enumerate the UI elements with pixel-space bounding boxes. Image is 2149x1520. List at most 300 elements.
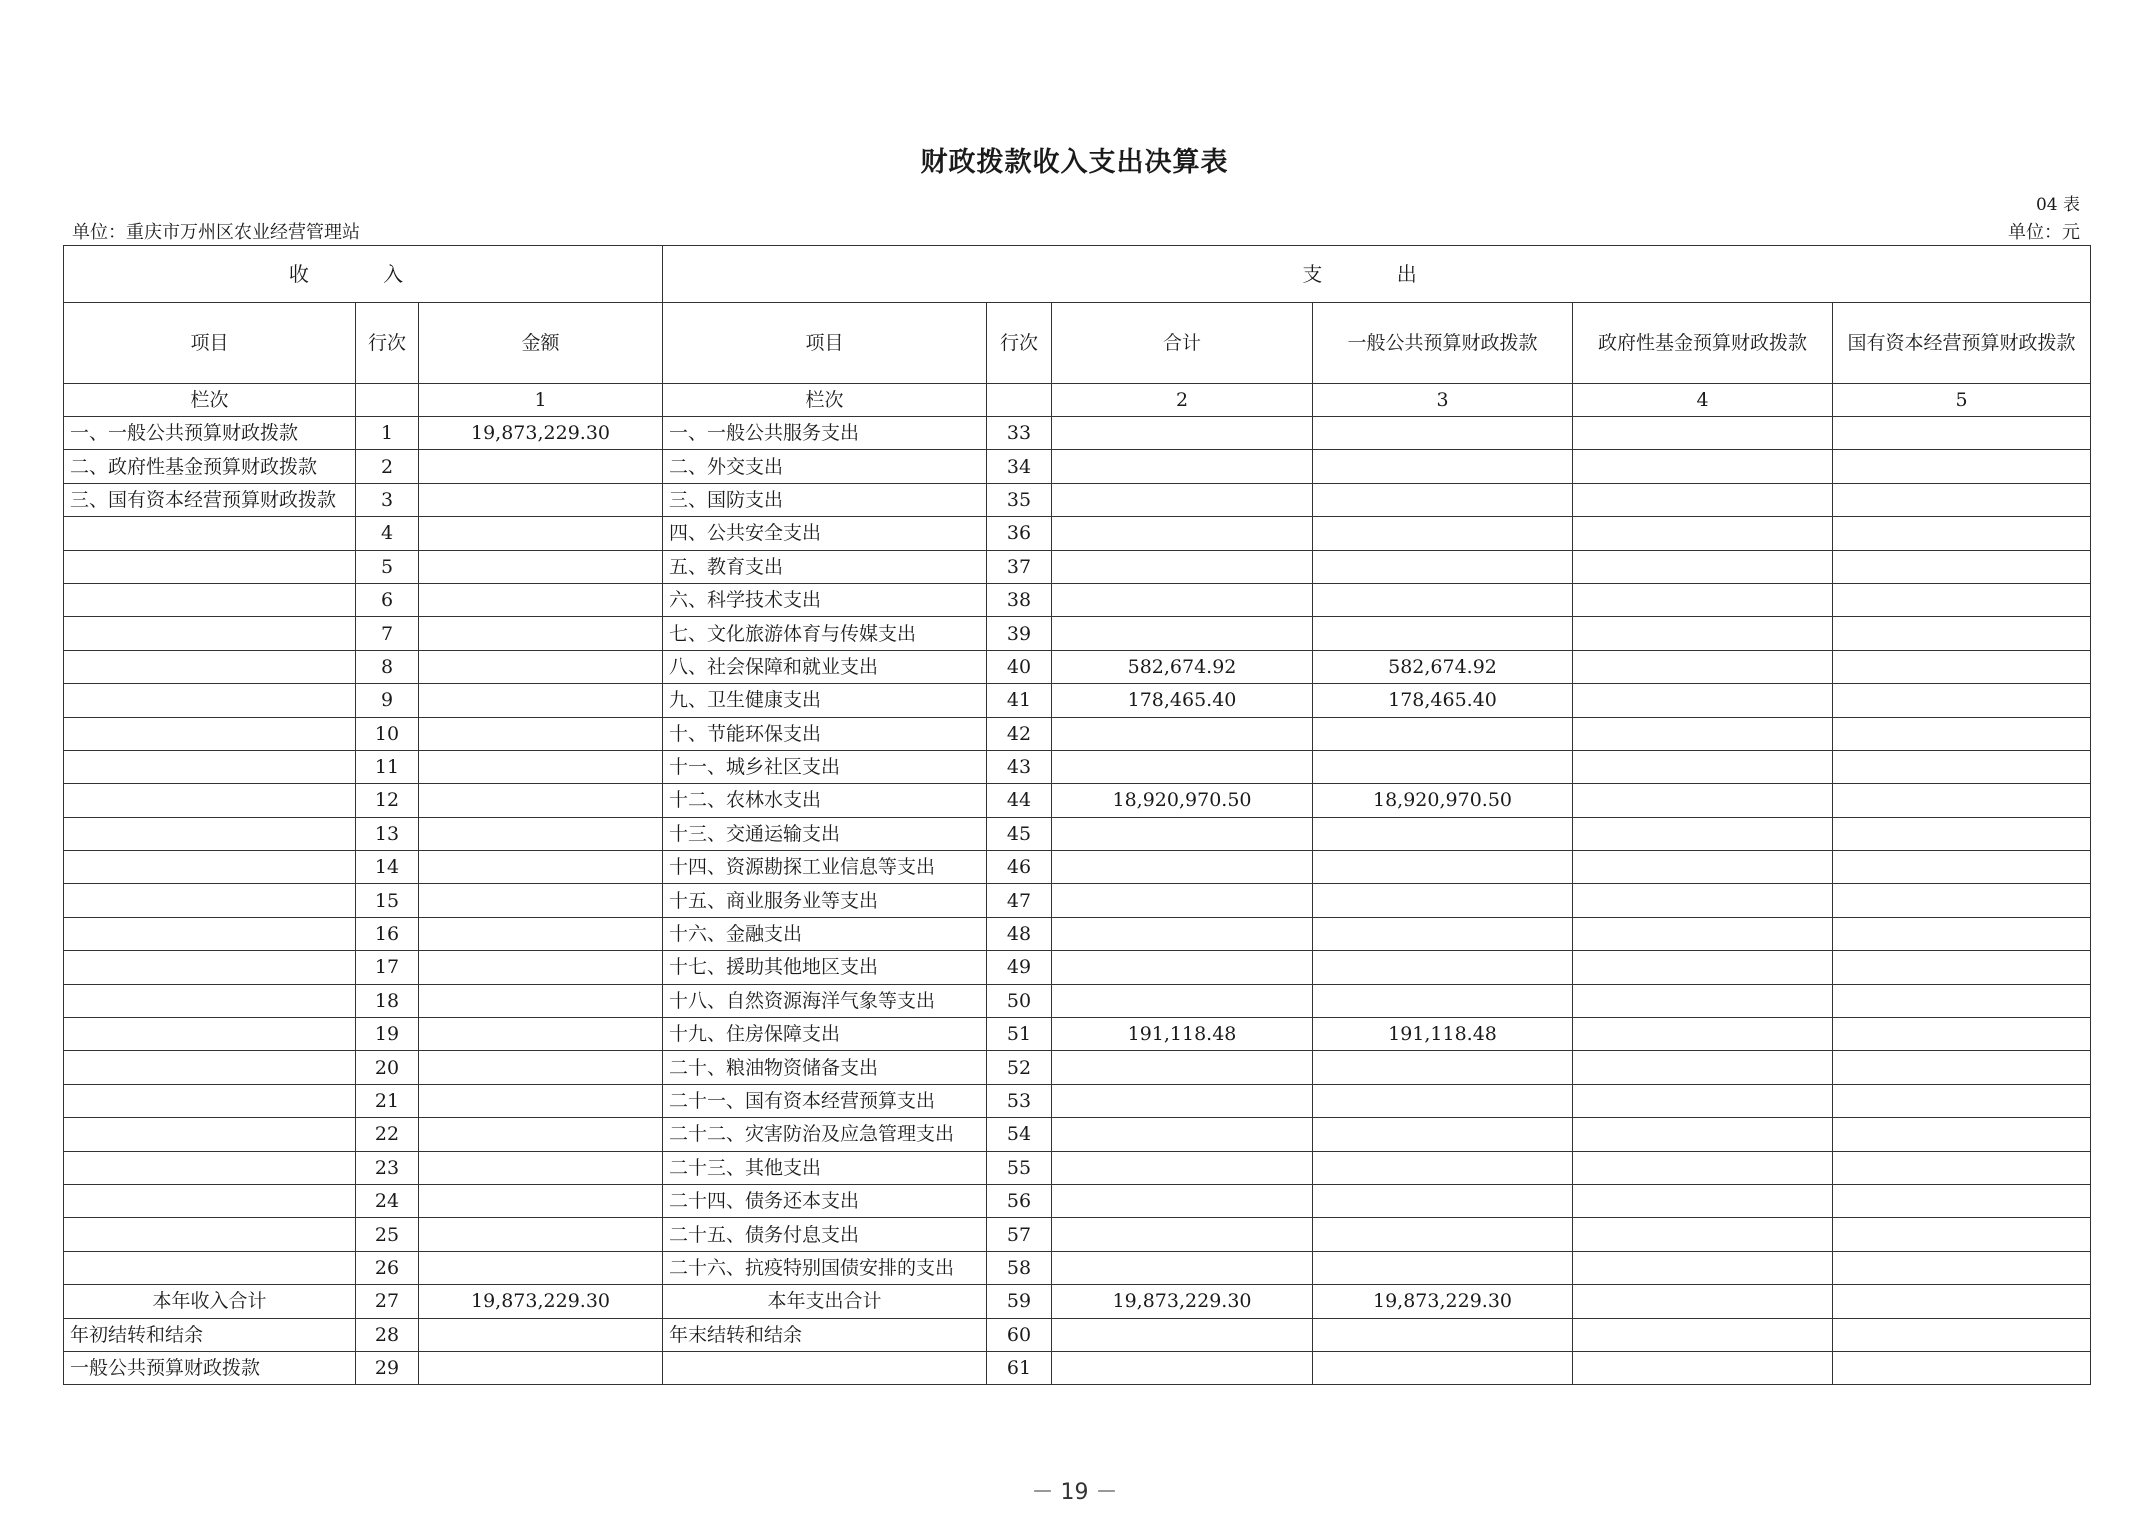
general-budget-cell	[1313, 1318, 1573, 1351]
total-cell: 582,674.92	[1052, 650, 1313, 683]
expense-item-cell: 十四、资源勘探工业信息等支出	[663, 851, 987, 884]
income-line-cell: 16	[356, 917, 419, 950]
expense-line-cell: 54	[987, 1118, 1052, 1151]
income-amount-cell	[419, 1151, 663, 1184]
column-number-3: 3	[1313, 384, 1573, 417]
income-line-cell: 17	[356, 951, 419, 984]
income-item-cell: 一般公共预算财政拨款	[64, 1351, 356, 1384]
table-row	[64, 450, 2091, 483]
income-amount-cell	[419, 1018, 663, 1051]
income-line-cell: 8	[356, 650, 419, 683]
total-cell	[1052, 417, 1313, 450]
column-label-expense: 栏次	[663, 384, 987, 417]
general-budget-cell: 178,465.40	[1313, 684, 1573, 717]
general-budget-cell: 18,920,970.50	[1313, 784, 1573, 817]
income-line-cell: 27	[356, 1285, 419, 1318]
income-amount-cell	[419, 1251, 663, 1284]
income-line-cell: 11	[356, 750, 419, 783]
state-capital-cell	[1833, 550, 2091, 583]
table-row	[64, 1351, 2091, 1384]
expense-line-cell: 44	[987, 784, 1052, 817]
column-number-4: 4	[1573, 384, 1833, 417]
state-capital-cell	[1833, 784, 2091, 817]
expense-line-cell: 58	[987, 1251, 1052, 1284]
expense-line-cell: 51	[987, 1018, 1052, 1051]
column-blank-expense	[987, 384, 1052, 417]
income-amount-cell	[419, 650, 663, 683]
income-amount-cell	[419, 450, 663, 483]
income-item-cell	[64, 1018, 356, 1051]
column-number-5: 5	[1833, 384, 2091, 417]
expense-line-cell: 59	[987, 1285, 1052, 1318]
expense-item-cell: 二十、粮油物资储备支出	[663, 1051, 987, 1084]
general-budget-cell	[1313, 1218, 1573, 1251]
expense-item-cell: 十九、住房保障支出	[663, 1018, 987, 1051]
expense-item-cell: 二十二、灾害防治及应急管理支出	[663, 1118, 987, 1151]
government-fund-cell	[1573, 1118, 1833, 1151]
general-budget-cell	[1313, 1351, 1573, 1384]
total-cell	[1052, 617, 1313, 650]
state-capital-cell	[1833, 1051, 2091, 1084]
table-row	[64, 1051, 2091, 1084]
total-cell: 178,465.40	[1052, 684, 1313, 717]
government-fund-cell	[1573, 817, 1833, 850]
general-budget-cell: 19,873,229.30	[1313, 1285, 1573, 1318]
government-fund-cell	[1573, 684, 1833, 717]
table-row	[64, 817, 2091, 850]
expense-item-cell: 十、节能环保支出	[663, 717, 987, 750]
government-fund-cell	[1573, 483, 1833, 516]
income-amount-cell	[419, 917, 663, 950]
expense-line-cell: 42	[987, 717, 1052, 750]
expense-item-cell: 二十六、抗疫特别国债安排的支出	[663, 1251, 987, 1284]
income-amount-cell	[419, 617, 663, 650]
income-line-cell: 19	[356, 1018, 419, 1051]
income-item-cell	[64, 684, 356, 717]
income-amount-cell	[419, 717, 663, 750]
state-capital-cell	[1833, 951, 2091, 984]
general-budget-cell	[1313, 517, 1573, 550]
income-item-cell	[64, 517, 356, 550]
income-line-cell: 7	[356, 617, 419, 650]
government-fund-cell	[1573, 717, 1833, 750]
table-row	[64, 984, 2091, 1017]
income-amount-cell	[419, 1084, 663, 1117]
government-fund-cell	[1573, 417, 1833, 450]
state-capital-cell	[1833, 1084, 2091, 1117]
general-budget-cell: 191,118.48	[1313, 1018, 1573, 1051]
table-row	[64, 717, 2091, 750]
income-line-cell: 23	[356, 1151, 419, 1184]
total-cell	[1052, 450, 1313, 483]
income-item-cell	[64, 650, 356, 683]
expense-line-cell: 41	[987, 684, 1052, 717]
table-row	[64, 1318, 2091, 1351]
income-line-cell: 14	[356, 851, 419, 884]
total-cell	[1052, 951, 1313, 984]
income-item-cell	[64, 984, 356, 1017]
expense-line-cell: 38	[987, 583, 1052, 616]
income-item-cell	[64, 1218, 356, 1251]
state-capital-cell	[1833, 917, 2091, 950]
expense-line-cell: 57	[987, 1218, 1052, 1251]
general-budget-cell	[1313, 717, 1573, 750]
state-capital-cell	[1833, 1151, 2091, 1184]
government-fund-cell	[1573, 517, 1833, 550]
government-fund-cell	[1573, 550, 1833, 583]
income-item-cell	[64, 583, 356, 616]
government-fund-cell	[1573, 1251, 1833, 1284]
table-row	[64, 583, 2091, 616]
government-fund-cell	[1573, 1285, 1833, 1318]
expense-line-cell: 52	[987, 1051, 1052, 1084]
government-fund-cell	[1573, 1084, 1833, 1117]
income-item-cell: 一、一般公共预算财政拨款	[64, 417, 356, 450]
state-capital-cell	[1833, 1018, 2091, 1051]
general-budget-cell	[1313, 817, 1573, 850]
general-budget-cell	[1313, 984, 1573, 1017]
expense-item-cell: 十二、农林水支出	[663, 784, 987, 817]
expense-item-cell: 八、社会保障和就业支出	[663, 650, 987, 683]
table-row	[64, 750, 2091, 783]
total-cell	[1052, 1118, 1313, 1151]
income-item-cell	[64, 750, 356, 783]
expense-item-cell: 二、外交支出	[663, 450, 987, 483]
header-state-capital: 国有资本经营预算财政拨款	[1833, 303, 2091, 384]
table-row	[64, 884, 2091, 917]
income-item-cell	[64, 550, 356, 583]
state-capital-cell	[1833, 617, 2091, 650]
state-capital-cell	[1833, 650, 2091, 683]
income-line-cell: 22	[356, 1118, 419, 1151]
expense-item-cell: 二十五、债务付息支出	[663, 1218, 987, 1251]
table-row	[64, 684, 2091, 717]
general-budget-cell	[1313, 851, 1573, 884]
expense-line-cell: 39	[987, 617, 1052, 650]
expense-line-cell: 56	[987, 1184, 1052, 1217]
income-amount-cell	[419, 684, 663, 717]
state-capital-cell	[1833, 583, 2091, 616]
header-government-fund: 政府性基金预算财政拨款	[1573, 303, 1833, 384]
total-cell	[1052, 583, 1313, 616]
income-amount-cell	[419, 784, 663, 817]
expense-item-cell: 五、教育支出	[663, 550, 987, 583]
column-label: 栏次	[64, 384, 356, 417]
expense-item-cell: 十五、商业服务业等支出	[663, 884, 987, 917]
government-fund-cell	[1573, 1351, 1833, 1384]
expense-line-cell: 50	[987, 984, 1052, 1017]
table-row	[64, 483, 2091, 516]
header-general-budget: 一般公共预算财政拨款	[1313, 303, 1573, 384]
total-cell	[1052, 717, 1313, 750]
header-expense-line: 行次	[987, 303, 1052, 384]
income-item-cell: 本年收入合计	[64, 1285, 356, 1318]
expense-item-cell: 三、国防支出	[663, 483, 987, 516]
income-amount-cell	[419, 1118, 663, 1151]
income-line-cell: 18	[356, 984, 419, 1017]
table-row	[64, 1251, 2091, 1284]
state-capital-cell	[1833, 750, 2091, 783]
income-amount-cell	[419, 1051, 663, 1084]
government-fund-cell	[1573, 1318, 1833, 1351]
form-number: 04 表	[2035, 195, 2080, 215]
state-capital-cell	[1833, 1251, 2091, 1284]
income-item-cell	[64, 884, 356, 917]
page-number: － 19 －	[1031, 1480, 1118, 1505]
header-income-amount: 金额	[419, 303, 663, 384]
general-budget-cell	[1313, 417, 1573, 450]
income-line-cell: 20	[356, 1051, 419, 1084]
expense-item-cell: 六、科学技术支出	[663, 583, 987, 616]
total-cell	[1052, 1218, 1313, 1251]
expense-line-cell: 49	[987, 951, 1052, 984]
income-amount-cell	[419, 483, 663, 516]
state-capital-cell	[1833, 450, 2091, 483]
income-line-cell: 21	[356, 1084, 419, 1117]
table-row	[64, 1218, 2091, 1251]
table-row	[64, 1285, 2091, 1318]
income-item-cell	[64, 1051, 356, 1084]
general-budget-cell	[1313, 750, 1573, 783]
income-line-cell: 9	[356, 684, 419, 717]
general-budget-cell	[1313, 1118, 1573, 1151]
general-budget-cell	[1313, 917, 1573, 950]
income-item-cell	[64, 717, 356, 750]
income-amount-cell	[419, 1351, 663, 1384]
income-section-header: 收 入	[64, 246, 663, 303]
state-capital-cell	[1833, 884, 2091, 917]
state-capital-cell	[1833, 1351, 2091, 1384]
income-line-cell: 2	[356, 450, 419, 483]
income-item-cell: 三、国有资本经营预算财政拨款	[64, 483, 356, 516]
income-item-cell	[64, 817, 356, 850]
income-item-cell	[64, 1084, 356, 1117]
total-cell	[1052, 851, 1313, 884]
expense-item-cell: 十七、援助其他地区支出	[663, 951, 987, 984]
income-item-cell	[64, 851, 356, 884]
section-header-row	[64, 246, 2091, 303]
expense-item-cell: 十八、自然资源海洋气象等支出	[663, 984, 987, 1017]
expense-item-cell: 二十四、债务还本支出	[663, 1184, 987, 1217]
income-amount-cell: 19,873,229.30	[419, 1285, 663, 1318]
total-cell	[1052, 1084, 1313, 1117]
expense-line-cell: 37	[987, 550, 1052, 583]
government-fund-cell	[1573, 851, 1833, 884]
government-fund-cell	[1573, 1218, 1833, 1251]
government-fund-cell	[1573, 917, 1833, 950]
income-amount-cell	[419, 817, 663, 850]
general-budget-cell	[1313, 884, 1573, 917]
income-amount-cell	[419, 550, 663, 583]
column-number-1: 1	[419, 384, 663, 417]
table-row	[64, 1184, 2091, 1217]
table-row	[64, 417, 2091, 450]
total-cell	[1052, 1051, 1313, 1084]
general-budget-cell	[1313, 617, 1573, 650]
government-fund-cell	[1573, 750, 1833, 783]
settlement-table	[63, 245, 2091, 1385]
state-capital-cell	[1833, 1218, 2091, 1251]
total-cell: 191,118.48	[1052, 1018, 1313, 1051]
general-budget-cell	[1313, 1251, 1573, 1284]
government-fund-cell	[1573, 1151, 1833, 1184]
total-cell	[1052, 1318, 1313, 1351]
total-cell	[1052, 750, 1313, 783]
income-item-cell	[64, 1151, 356, 1184]
total-cell: 19,873,229.30	[1052, 1285, 1313, 1318]
state-capital-cell	[1833, 483, 2091, 516]
state-capital-cell	[1833, 1318, 2091, 1351]
state-capital-cell	[1833, 417, 2091, 450]
column-number-2: 2	[1052, 384, 1313, 417]
total-cell	[1052, 917, 1313, 950]
expense-line-cell: 35	[987, 483, 1052, 516]
income-item-cell: 二、政府性基金预算财政拨款	[64, 450, 356, 483]
general-budget-cell	[1313, 1151, 1573, 1184]
total-cell	[1052, 1184, 1313, 1217]
table-row	[64, 851, 2091, 884]
table-row	[64, 1084, 2091, 1117]
income-line-cell: 24	[356, 1184, 419, 1217]
government-fund-cell	[1573, 784, 1833, 817]
table-row	[64, 617, 2091, 650]
income-item-cell	[64, 784, 356, 817]
general-budget-cell	[1313, 483, 1573, 516]
government-fund-cell	[1573, 951, 1833, 984]
general-budget-cell	[1313, 1051, 1573, 1084]
government-fund-cell	[1573, 450, 1833, 483]
expense-line-cell: 36	[987, 517, 1052, 550]
expense-item-cell: 二十一、国有资本经营预算支出	[663, 1084, 987, 1117]
table-row	[64, 1151, 2091, 1184]
unit-organization: 单位：重庆市万州区农业经营管理站	[72, 222, 360, 243]
column-blank	[356, 384, 419, 417]
expense-line-cell: 53	[987, 1084, 1052, 1117]
income-line-cell: 13	[356, 817, 419, 850]
expense-line-cell: 46	[987, 851, 1052, 884]
income-line-cell: 29	[356, 1351, 419, 1384]
table-row	[64, 784, 2091, 817]
income-amount-cell	[419, 984, 663, 1017]
state-capital-cell	[1833, 1184, 2091, 1217]
government-fund-cell	[1573, 617, 1833, 650]
table-row	[64, 1018, 2091, 1051]
expense-item-cell: 一、一般公共服务支出	[663, 417, 987, 450]
income-line-cell: 6	[356, 583, 419, 616]
unit-currency: 单位：元	[2008, 222, 2080, 243]
income-amount-cell	[419, 1318, 663, 1351]
total-cell	[1052, 1251, 1313, 1284]
income-amount-cell	[419, 1184, 663, 1217]
income-amount-cell	[419, 851, 663, 884]
state-capital-cell	[1833, 817, 2091, 850]
income-item-cell	[64, 1118, 356, 1151]
income-amount-cell	[419, 1218, 663, 1251]
total-cell	[1052, 817, 1313, 850]
income-item-cell	[64, 617, 356, 650]
government-fund-cell	[1573, 1051, 1833, 1084]
income-item-cell	[64, 917, 356, 950]
total-cell: 18,920,970.50	[1052, 784, 1313, 817]
general-budget-cell	[1313, 951, 1573, 984]
state-capital-cell	[1833, 851, 2091, 884]
government-fund-cell	[1573, 1184, 1833, 1217]
income-amount-cell	[419, 517, 663, 550]
expense-line-cell: 55	[987, 1151, 1052, 1184]
income-line-cell: 5	[356, 550, 419, 583]
table-row	[64, 951, 2091, 984]
expense-item-cell: 九、卫生健康支出	[663, 684, 987, 717]
column-number-row	[64, 384, 2091, 417]
total-cell	[1052, 884, 1313, 917]
government-fund-cell	[1573, 650, 1833, 683]
expense-item-cell	[663, 1351, 987, 1384]
expense-item-cell: 本年支出合计	[663, 1285, 987, 1318]
total-cell	[1052, 483, 1313, 516]
general-budget-cell	[1313, 450, 1573, 483]
header-income-line: 行次	[356, 303, 419, 384]
total-cell	[1052, 517, 1313, 550]
table-row	[64, 517, 2091, 550]
government-fund-cell	[1573, 884, 1833, 917]
expense-line-cell: 34	[987, 450, 1052, 483]
income-amount-cell	[419, 750, 663, 783]
total-cell	[1052, 984, 1313, 1017]
income-line-cell: 25	[356, 1218, 419, 1251]
income-amount-cell	[419, 951, 663, 984]
general-budget-cell	[1313, 550, 1573, 583]
income-item-cell	[64, 1251, 356, 1284]
total-cell	[1052, 1351, 1313, 1384]
state-capital-cell	[1833, 1285, 2091, 1318]
expense-line-cell: 43	[987, 750, 1052, 783]
expense-item-cell: 十六、金融支出	[663, 917, 987, 950]
expense-line-cell: 45	[987, 817, 1052, 850]
state-capital-cell	[1833, 1118, 2091, 1151]
general-budget-cell	[1313, 1084, 1573, 1117]
income-amount-cell	[419, 884, 663, 917]
income-line-cell: 15	[356, 884, 419, 917]
income-line-cell: 28	[356, 1318, 419, 1351]
expense-line-cell: 47	[987, 884, 1052, 917]
income-line-cell: 1	[356, 417, 419, 450]
income-amount-cell	[419, 583, 663, 616]
income-line-cell: 3	[356, 483, 419, 516]
expense-line-cell: 48	[987, 917, 1052, 950]
income-line-cell: 26	[356, 1251, 419, 1284]
income-line-cell: 4	[356, 517, 419, 550]
state-capital-cell	[1833, 984, 2091, 1017]
general-budget-cell	[1313, 1184, 1573, 1217]
header-total: 合计	[1052, 303, 1313, 384]
state-capital-cell	[1833, 717, 2091, 750]
expense-item-cell: 十三、交通运输支出	[663, 817, 987, 850]
government-fund-cell	[1573, 583, 1833, 616]
income-item-cell	[64, 1184, 356, 1217]
column-header-row	[64, 303, 2091, 384]
table-row	[64, 550, 2091, 583]
income-item-cell	[64, 951, 356, 984]
total-cell	[1052, 550, 1313, 583]
government-fund-cell	[1573, 1018, 1833, 1051]
income-line-cell: 10	[356, 717, 419, 750]
income-item-cell: 年初结转和结余	[64, 1318, 356, 1351]
expense-line-cell: 60	[987, 1318, 1052, 1351]
expense-item-cell: 四、公共安全支出	[663, 517, 987, 550]
total-cell	[1052, 1151, 1313, 1184]
general-budget-cell: 582,674.92	[1313, 650, 1573, 683]
expense-item-cell: 年末结转和结余	[663, 1318, 987, 1351]
